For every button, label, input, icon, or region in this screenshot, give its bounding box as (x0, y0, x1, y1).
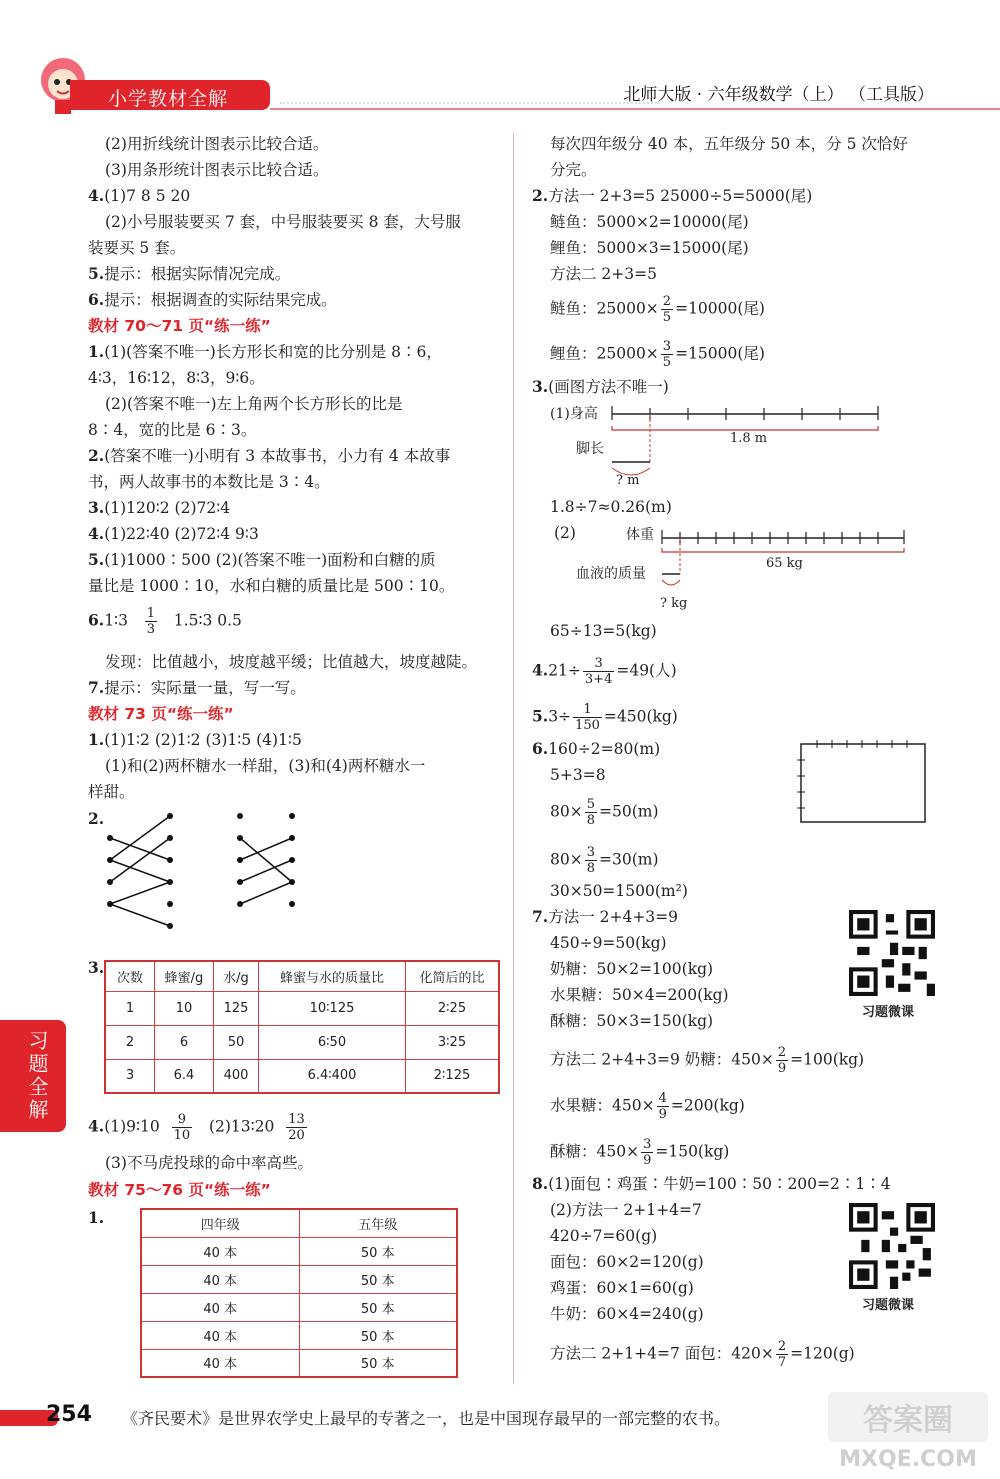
fraction: $\frac{3}{5}$ (662, 339, 672, 370)
header-rule (270, 108, 1000, 110)
table-header-row (141, 1209, 457, 1237)
qr-code-icon[interactable] (849, 1203, 935, 1289)
side-tab: 习题全解 (0, 1020, 66, 1132)
header-decoration (280, 82, 660, 104)
fraction: $\frac{9}{10}$ (173, 1112, 191, 1143)
answer-line: (2)方法一 2+1+4=7 (550, 1201, 702, 1219)
answer-line: 2.(答案不唯一)小明有 3 本故事书，小力有 4 本故事 (88, 446, 451, 465)
answer-line: 1.(1)1∶2 (2)1∶2 (3)1∶5 (4)1∶5 (88, 730, 302, 749)
answer-line: 水果糖：50×4=200(kg) (550, 986, 729, 1004)
qr-label: 习题微课 (862, 1005, 915, 1020)
answer-line: 1.8÷7≈0.26(m) (550, 498, 672, 516)
diagram-label: 65 kg (766, 556, 803, 571)
table-row (105, 1025, 499, 1059)
table-cell: 50 本 (299, 1349, 457, 1377)
table-cell: 1 (105, 991, 155, 1025)
diagram-label: 脚长 (576, 441, 604, 457)
answer-line: 牛奶：60×4=240(g) (550, 1305, 704, 1323)
answer-line: 5+3=8 (550, 766, 606, 784)
table-row (105, 1059, 499, 1093)
diagram-label: (1)身高 (550, 406, 598, 422)
section-heading: 教材 70～71 页“练一练” (88, 317, 271, 335)
answer-line: 鲢鱼：25000× $\frac{2}{5}$ =10000(尾) (550, 294, 765, 325)
matching-diagram (100, 808, 310, 948)
question-number: 1. (88, 1208, 105, 1227)
answer-line: (3)用条形统计图表示比较合适。 (105, 161, 329, 179)
answer-line: 分完。 (550, 161, 597, 179)
table-cell: 40 本 (141, 1237, 299, 1265)
answer-line: 鲤鱼：25000× $\frac{3}{5}$ =15000(尾) (550, 339, 765, 370)
qr-label: 习题微课 (862, 1298, 915, 1313)
watermark-text: MXQE.COM (839, 1447, 977, 1472)
answer-line: 发现：比值越小，坡度越平缓；比值越大，坡度越陡。 (105, 653, 478, 671)
table-header: 五年级 (299, 1209, 457, 1237)
table-header: 化简后的比 (406, 961, 500, 991)
answer-line: 5.(1)1000∶500 (2)(答案不唯一)面粉和白糖的质 (88, 550, 436, 569)
table-cell: 40 本 (141, 1349, 299, 1377)
table-header: 次数 (105, 961, 155, 991)
fraction: $\frac{1}{150}$ (575, 702, 600, 733)
table-cell: 40 本 (141, 1293, 299, 1321)
answer-line: 8∶4，宽的比是 6∶3。 (88, 421, 257, 439)
answer-line: 每次四年级分 40 本，五年级分 50 本，分 5 次恰好 (550, 135, 908, 153)
table-cell: 10∶125 (259, 991, 406, 1025)
honey-water-table (104, 960, 500, 1094)
answer-line: (1)和(2)两杯糖水一样甜，(3)和(4)两杯糖水一 (105, 757, 426, 775)
answer-line: 5.3÷ $\frac{1}{150}$ =450(kg) (532, 702, 678, 733)
fraction: $\frac{3}{3+4}$ (584, 656, 613, 687)
answer-line: 奶糖：50×2=100(kg) (550, 960, 714, 978)
answer-line: 3.(画图方法不唯一) (532, 377, 669, 396)
table-cell: 2 (105, 1025, 155, 1059)
answer-line: 方法二 2+3=5 (550, 265, 657, 283)
diagram-label: 血液的质量 (576, 566, 646, 582)
fraction: $\frac{2}{5}$ (662, 294, 672, 325)
watermark-logo (794, 1390, 994, 1476)
answer-line: 6.160÷2=80(m) (532, 739, 661, 758)
answer-line: 5.提示：根据实际情况完成。 (88, 264, 291, 283)
diagram-label: (2) (554, 524, 576, 542)
page-header (0, 0, 1000, 120)
table-cell: 3 (105, 1059, 155, 1093)
table-cell: 3∶25 (406, 1025, 500, 1059)
answer-line: 2.方法一 2+3=5 25000÷5=5000(尾) (532, 186, 813, 205)
question-number: 3. (88, 958, 105, 977)
table-cell: 50 本 (299, 1293, 457, 1321)
table-cell: 50 本 (299, 1321, 457, 1349)
rectangle-diagram (795, 738, 935, 828)
table-row (105, 991, 499, 1025)
answer-line: 4.(1)22∶40 (2)72∶4 9∶3 (88, 524, 259, 543)
answer-line: 面包：60×2=120(g) (550, 1253, 704, 1271)
answer-line: (2)小号服装要买 7 套，中号服装要买 8 套，大号服 (105, 213, 461, 231)
page-number: 254 (46, 1402, 92, 1427)
answer-line: 7.提示：实际量一量，写一写。 (88, 678, 306, 697)
answer-line: 80× $\frac{5}{8}$ =50(m) (550, 797, 659, 828)
answer-line: 80× $\frac{3}{8}$ =30(m) (550, 845, 659, 876)
table-cell: 50 (214, 1025, 259, 1059)
svg-text:答案圈: 答案圈 (863, 1403, 953, 1438)
diagram-label: ? kg (660, 596, 688, 611)
table-cell: 10 (155, 991, 214, 1025)
table-cell: 6 (155, 1025, 214, 1059)
fraction: $\frac{13}{20}$ (288, 1112, 305, 1143)
table-row (141, 1265, 457, 1293)
answer-line: 4∶3，16∶12，8∶3，9∶6。 (88, 369, 265, 387)
fraction: $\frac{3}{8}$ (586, 845, 595, 876)
answer-line: 450÷9=50(kg) (550, 934, 667, 952)
table-cell: 50 本 (299, 1265, 457, 1293)
answer-line: 水果糖：450× $\frac{4}{9}$ =200(kg) (550, 1091, 745, 1122)
answer-line: 8.(1)面包∶鸡蛋∶牛奶=100∶50∶200=2∶1∶4 (532, 1174, 891, 1193)
table-row (141, 1237, 457, 1265)
table-cell: 50 本 (299, 1237, 457, 1265)
answer-line: 鲢鱼：5000×2=10000(尾) (550, 213, 749, 231)
answer-line: (2)用折线统计图表示比较合适。 (105, 135, 329, 153)
table-cell: 6∶50 (259, 1025, 406, 1059)
table-header: 水/g (214, 961, 259, 991)
answer-line: 1.(1)(答案不唯一)长方形长和宽的比分别是 8∶6， (88, 342, 442, 361)
table-row (141, 1321, 457, 1349)
answer-line: 30×50=1500(m²) (550, 882, 688, 900)
answer-line: 量比是 1000∶10，水和白糖的质量比是 500∶10。 (88, 577, 455, 595)
answer-line: 方法二 2+4+3=9 奶糖：450× $\frac{2}{9}$ =100(kg) (550, 1045, 865, 1076)
answer-line: 4.(1)9∶10 $\frac{9}{10}$ (2)13∶20 $\frac{13}{20}$ (88, 1112, 305, 1143)
diagram-label: 1.8 m (730, 431, 768, 446)
edition-label: 北师大版 · 六年级数学（上） （工具版） (623, 85, 934, 105)
answer-line: 7.方法一 2+4+3=9 (532, 907, 679, 926)
book-title: 小学教材全解 (108, 88, 229, 110)
answer-line: 3.(1)120∶2 (2)72∶4 (88, 498, 231, 517)
qr-code-icon[interactable] (849, 910, 935, 996)
diagram-label: ? m (616, 473, 640, 488)
answer-line: (3)不马虎投球的命中率高些。 (105, 1154, 313, 1172)
answer-line: 方法二 2+1+4=7 面包：420× $\frac{2}{7}$ =120(g) (550, 1339, 855, 1370)
answer-line: 书，两人故事书的本数比是 3∶4。 (88, 473, 330, 491)
table-header: 蜂蜜与水的质量比 (259, 961, 406, 991)
table-cell: 6.4∶400 (259, 1059, 406, 1093)
fraction: $\frac{2}{7}$ (777, 1339, 787, 1370)
fraction: $\frac{1}{3}$ (146, 606, 156, 637)
table-cell: 40 本 (141, 1265, 299, 1293)
table-row (141, 1349, 457, 1377)
table-header-row (105, 961, 499, 991)
fraction: $\frac{2}{9}$ (777, 1045, 787, 1076)
table-cell: 40 本 (141, 1321, 299, 1349)
answer-line: 鲤鱼：5000×3=15000(尾) (550, 239, 749, 257)
answer-line: 酥糖：50×3=150(kg) (550, 1012, 714, 1030)
answer-line: 鸡蛋：60×1=60(g) (550, 1279, 694, 1297)
section-heading: 教材 75～76 页“练一练” (88, 1181, 271, 1199)
answer-line: 4.21÷ $\frac{3}{3+4}$ =49(人) (532, 656, 677, 687)
answer-line: 6.提示：根据调查的实际结果完成。 (88, 290, 337, 309)
book-distribution-table (140, 1208, 458, 1378)
question-number: 2. (88, 809, 105, 828)
fraction: $\frac{4}{9}$ (658, 1091, 667, 1122)
answer-line: (2)(答案不唯一)左上角两个长方形长的比是 (105, 395, 403, 413)
answer-line: 6.1∶3 $\frac{1}{3}$ 1.5∶3 0.5 (88, 606, 242, 637)
fraction: $\frac{5}{8}$ (586, 797, 595, 828)
diagram-label: 体重 (626, 527, 654, 543)
footer-note: 《齐民要术》是世界农学史上最早的专著之一，也是中国现存最早的一部完整的农书。 (122, 1409, 731, 1428)
fraction: $\frac{3}{9}$ (643, 1137, 652, 1168)
table-cell: 2∶25 (406, 991, 500, 1025)
answer-line: 4.(1)7 8 5 20 (88, 186, 191, 205)
table-row (141, 1293, 457, 1321)
answer-line: 酥糖：450× $\frac{3}{9}$ =150(kg) (550, 1137, 730, 1168)
answer-line: 样甜。 (88, 783, 135, 801)
table-header: 蜂蜜/g (155, 961, 214, 991)
section-heading: 教材 73 页“练一练” (88, 705, 234, 723)
answer-line: 装要买 5 套。 (88, 239, 186, 257)
answer-line: 420÷7=60(g) (550, 1227, 658, 1245)
table-cell: 400 (214, 1059, 259, 1093)
table-cell: 2∶125 (406, 1059, 500, 1093)
table-header: 四年级 (141, 1209, 299, 1237)
table-cell: 125 (214, 991, 259, 1025)
table-cell: 6.4 (155, 1059, 214, 1093)
answer-line: 65÷13=5(kg) (550, 622, 657, 640)
column-divider (513, 132, 514, 1384)
